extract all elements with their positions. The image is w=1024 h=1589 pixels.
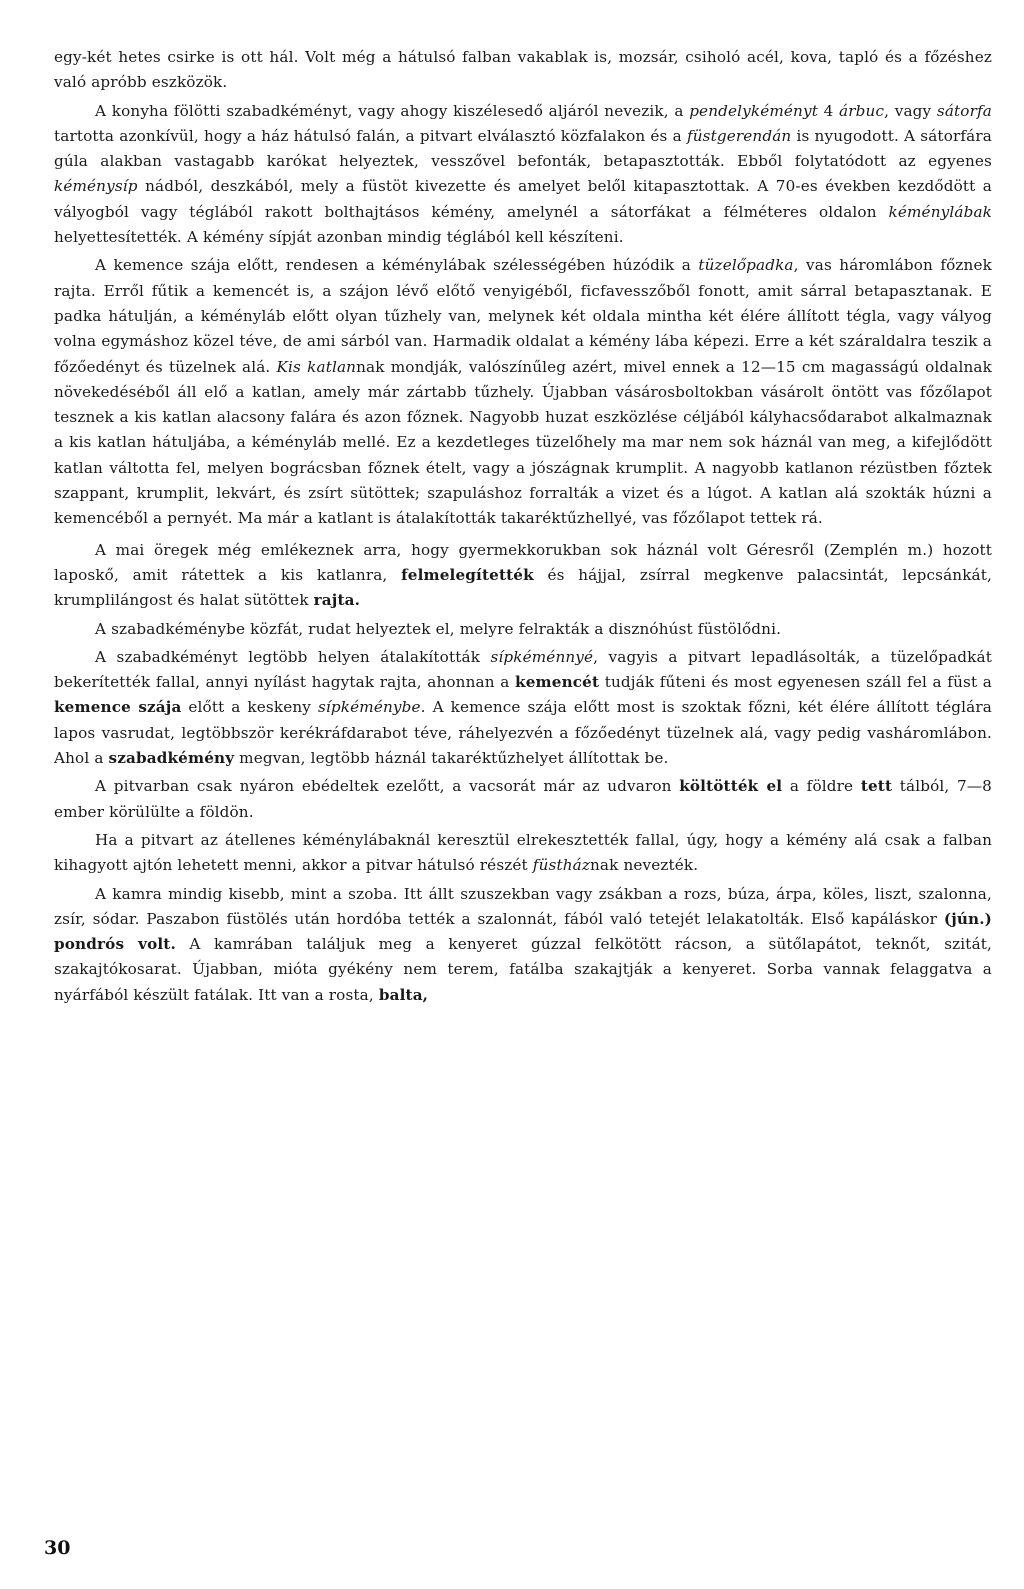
text-run: A szabadkéményt legtöbb helyen átalakították: [95, 647, 491, 666]
text-run: , vagy: [884, 101, 937, 120]
bold-text: pondrós volt.: [54, 935, 176, 954]
italic-term: sátorfa: [936, 101, 992, 120]
bold-text: költötték el: [679, 777, 783, 796]
paragraph: [54, 538, 992, 614]
paragraph: [54, 45, 992, 96]
page-number: 30: [44, 1537, 71, 1559]
text-run: nak nevezték.: [589, 856, 699, 875]
text-run: A kamra mindig kisebb, mint a szoba. Itt állt szuszekban vagy zsákban a rozs, búza, árpa, köles, liszt, szalonna, zsír, sódar. Paszabon füstölés után hordóba tették a szalonnát, fából való tetejét lelakatolták. Első kapáláskor: [54, 884, 992, 928]
text-run: tudják fűteni és most egyenesen száll fel a füst a: [599, 673, 992, 692]
text-run: . A kemence szája előtt most is szoktak főzni, két élére állított téglára lapos vasrudat, legtöbbször kerékráfdarabot téve, ráhelyezvén a főzőedényt tüzelnek alá, vagy pedig vasháromlábon. Ahol a: [54, 698, 992, 768]
bold-text: kemencét: [515, 673, 600, 692]
paragraph: [54, 253, 992, 531]
body-text: [54, 45, 992, 1011]
paragraph: [54, 828, 992, 879]
italic-term: sípkéménnyé: [490, 647, 594, 666]
italic-term: Kis katlan: [276, 357, 357, 376]
text-run: A kamrában találjuk meg a kenyeret gúzzal felkötött rácson, a sütőlapátot, teknőt, szitát, szakajtókosarat. Újabban, mióta gyékény nem terem, fatálba szakajtják a kenyeret. Sorba vannak felaggatva a nyárfából készült fatálak. Itt van a rosta,: [54, 935, 992, 1004]
bold-text: balta,: [378, 985, 429, 1004]
paragraph: [54, 645, 992, 771]
bold-text: tett: [860, 777, 893, 796]
italic-term: kéménysíp: [54, 177, 138, 196]
bold-text: kemence szája: [54, 698, 182, 717]
bold-text: felmelegítették: [401, 565, 534, 584]
text-run: A konyha fölötti szabadkéményt, vagy ahogy kiszélesedő aljáról nevezik, a: [95, 101, 690, 120]
bold-text: szabadkémény: [108, 749, 235, 768]
text-run: előtt a keskeny: [181, 698, 318, 717]
text-run: megvan, legtöbb háznál takaréktűzhelyet állítottak be.: [234, 749, 669, 768]
text-run: tálból, 7—8 ember körülülte a földön.: [54, 777, 992, 821]
text-run: nádból, deszkából, mely a füstöt kivezette és amelyet belől kitapasztottak. A 70-es években kezdődött a vályogból vagy téglából rakott bolthajtásos kémény, amelynél a sátorfákat a félméteres oldalon: [54, 177, 992, 221]
paragraph: [54, 774, 992, 825]
text-run: helyettesítették. A kémény sípját azonban mindig téglából kell készíteni.: [54, 228, 624, 247]
text-run: is nyugodott. A sátorfára gúla alakban vastagabb karókat helyeztek, vesszővel befonták, betapasztották. Ebből folytatódott az egyenes: [54, 126, 992, 171]
italic-term: sípkéménybe: [317, 698, 421, 717]
text-run: A kemence szája előtt, rendesen a kéménylábak szélességében húzódik a: [95, 256, 699, 275]
paragraph: [54, 882, 992, 1008]
bold-text: rajta.: [313, 591, 361, 610]
text-run: 4: [817, 101, 840, 120]
italic-term: füstgerendán: [686, 126, 792, 145]
paragraph: [54, 99, 992, 251]
text-run: és hájjal, zsírral megkenve palacsintát, lepcsánkát, krumplilángost és halat sütöttek: [54, 565, 992, 610]
text-run: egy-két hetes csirke is ott hál. Volt még a hátulsó falban vakablak is, mozsár, csiholó acél, kova, tapló és a főzéshez való apróbb eszközök.: [54, 48, 992, 92]
text-run: , vas háromlábon főznek rajta. Erről fűtik a kemencét is, a szájon lévő előtő venyigéből, ficfavesszőből fonott, amit sárral betapasztanak. E padka hátulján, a kéményláb előtt olyan tűzhely van, melynek két oldala mintha két élére állított tégla, vagy vályog volna egymáshoz közel téve, de ami sárból van. Harmadik oldalat a kémény lába képezi. Erre a két száraldalra teszik a főzőedényt és tüzelnek alá.: [54, 256, 992, 376]
italic-term: tüzelőpadka: [698, 256, 794, 275]
text-run: nak mondják, valószínűleg azért, mivel ennek a 12—15 cm magasságú oldalnak növekedéséből áll elő a katlan, amely már zártabb tűzhely. Újabban vásárosboltokban vásárolt öntött vas főzőlapot tesznek a kis katlan alacsony falára és azon főznek. Nagyobb huzat eszközlése céljából kályhacsődarabot alkalmaznak a kis katlan hátuljába, a kéményláb mellé. Ez a kezdetleges tüzelőhely ma mar nem sok háznál van meg, a kifejlődött katlan váltotta fel, melyen bográcsban főznek ételt, vagy a jószágnak krumplit. A nagyobb katlanon rézüstben főztek szappant, krumplit, lekvárt, és zsírt sütöttek; szapuláshoz forralták a vizet és a lúgot. A katlan alá szokták húzni a kemencéből a pernyét. Ma már a katlant is átalakították takaréktűzhellyé, vas főzőlapot tettek rá.: [54, 357, 992, 528]
italic-term: füstház: [532, 856, 590, 875]
bold-text: (jún.): [943, 909, 992, 928]
text-run: A szabadkéménybe közfát, rudat helyeztek el, melyre felrakták a disznóhúst füstölődni.: [95, 619, 782, 638]
text-run: A pitvarban csak nyáron ebédeltek ezelőtt, a vacsorát már az udvaron: [95, 777, 680, 796]
text-run: A mai öregek még emlékeznek arra, hogy gyermekkorukban sok háznál volt Géresről (Zemplén m.) hozott laposkő, amit rátettek a kis katlanra,: [54, 540, 992, 584]
paragraph: [54, 617, 992, 642]
text-run: tartotta azonkívül, hogy a ház hátulsó falán, a pitvart elválasztó közfalakon és a: [54, 126, 687, 145]
italic-term: kéménylábak: [888, 202, 992, 221]
text-run: , vagyis a pitvart lepadlásolták, a tüzelőpadkát bekerítették fallal, annyi nyílást hagytak rajta, ahonnan a: [54, 647, 992, 692]
text-run: a földre: [782, 777, 861, 796]
italic-term: árbuc: [839, 101, 885, 120]
italic-term: pendelykéményt: [689, 101, 818, 120]
text-run: Ha a pitvart az átellenes kéménylábaknál keresztül elrekesztették fallal, úgy, hogy a kémény alá csak a falban kihagyott ajtón lehetett menni, akkor a pitvar hátulsó részét: [54, 830, 992, 875]
